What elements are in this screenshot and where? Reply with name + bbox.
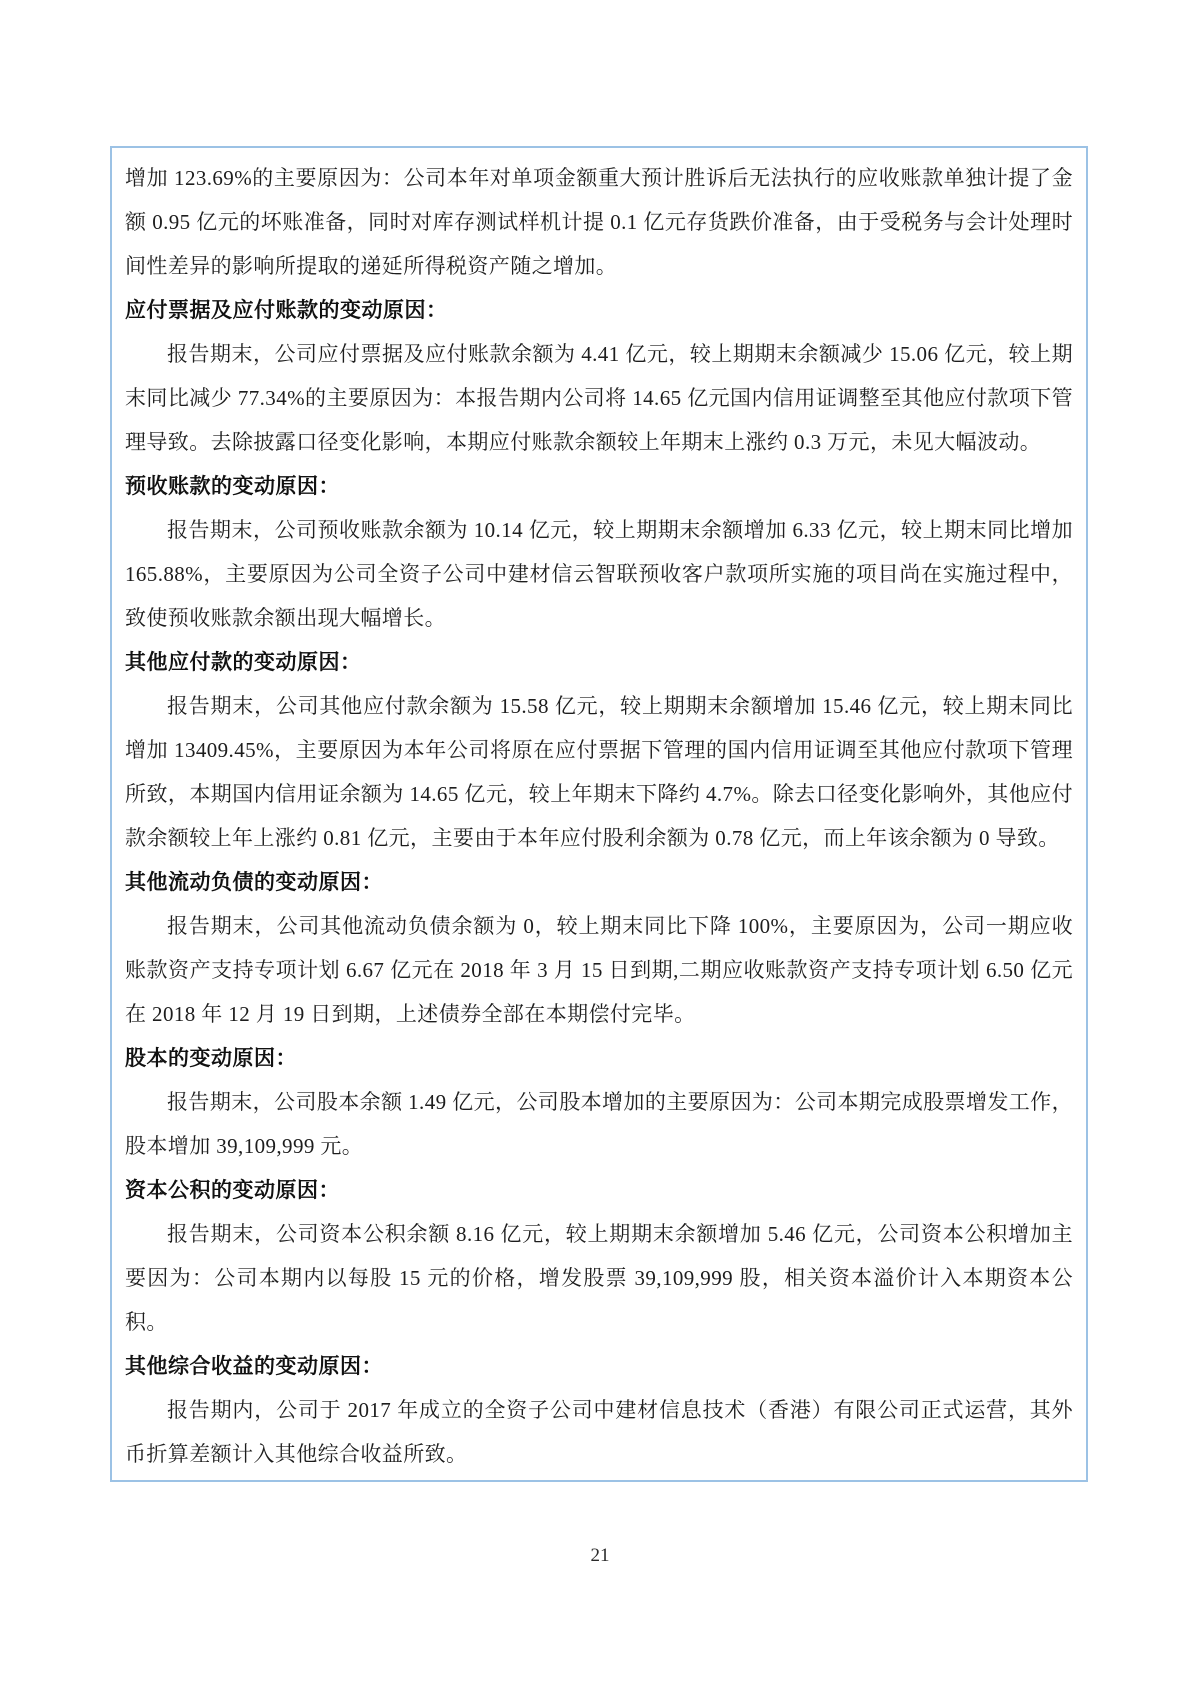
section-heading-other-payables: 其他应付款的变动原因：	[125, 650, 362, 674]
section-heading-advance-receipts: 预收账款的变动原因：	[125, 474, 340, 498]
section-heading-other-current-liabilities: 其他流动负债的变动原因：	[125, 870, 383, 894]
content-border-box	[110, 146, 1088, 1482]
continuation-paragraph: 增加 123.69%的主要原因为：公司本年对单项金额重大预计胜诉后无法执行的应收账款单独计提了金额 0.95 亿元的坏账准备，同时对库存测试样机计提 0.1 亿元存货跌价准备，由于受税务与会计处理时间性差异的影响所提取的递延所得税资产随之增加。	[125, 166, 1073, 278]
section-heading-notes-payable: 应付票据及应付账款的变动原因：	[125, 298, 448, 322]
page-number: 21	[590, 1545, 610, 1566]
section-body-other-payables: 报告期末，公司其他应付款余额为 15.58 亿元，较上期期末余额增加 15.46 亿元，较上期末同比增加 13409.45%，主要原因为本年公司将原在应付票据下管理的国内信用证调至其他应付款项下管理所致，本期国内信用证余额为 14.65 亿元，较上年期末下降约 4.7%。除去口径变化影响外，其他应付款余额较上年上涨约 0.81 亿元，主要由于本年应付股利余额为 0.78 亿元，而上年该余额为 0 导致。	[125, 694, 1073, 850]
section-heading-share-capital: 股本的变动原因：	[125, 1046, 297, 1070]
section-body-capital-reserve: 报告期末，公司资本公积余额 8.16 亿元，较上期期末余额增加 5.46 亿元，公司资本公积增加主要因为：公司本期内以每股 15 元的价格，增发股票 39,109,999 股，相关资本溢价计入本期资本公积。	[125, 1222, 1073, 1334]
section-body-share-capital: 报告期末，公司股本余额 1.49 亿元，公司股本增加的主要原因为：公司本期完成股票增发工作，股本增加 39,109,999 元。	[125, 1090, 1073, 1158]
section-heading-other-comprehensive-income: 其他综合收益的变动原因：	[125, 1354, 383, 1378]
section-body-other-current-liabilities: 报告期末，公司其他流动负债余额为 0，较上期末同比下降 100%，主要原因为，公司一期应收账款资产支持专项计划 6.67 亿元在 2018 年 3 月 15 日到期,二期应收账款资产支持专项计划 6.50 亿元在 2018 年 12 月 19 日到期，上述债券全部在本期偿付完毕。	[125, 914, 1073, 1026]
section-heading-capital-reserve: 资本公积的变动原因：	[125, 1178, 340, 1202]
section-body-notes-payable: 报告期末，公司应付票据及应付账款余额为 4.41 亿元，较上期期末余额减少 15.06 亿元，较上期末同比减少 77.34%的主要原因为：本报告期内公司将 14.65 亿元国内信用证调整至其他应付款项下管理导致。去除披露口径变化影响，本期应付账款余额较上年期末上涨约 0.3 万元，未见大幅波动。	[125, 342, 1073, 454]
section-body-other-comprehensive-income: 报告期内，公司于 2017 年成立的全资子公司中建材信息技术（香港）有限公司正式运营，其外币折算差额计入其他综合收益所致。	[125, 1398, 1073, 1466]
section-body-advance-receipts: 报告期末，公司预收账款余额为 10.14 亿元，较上期期末余额增加 6.33 亿元，较上期末同比增加 165.88%，主要原因为公司全资子公司中建材信云智联预收客户款项所实施的项目尚在实施过程中，致使预收账款余额出现大幅增长。	[125, 518, 1073, 630]
